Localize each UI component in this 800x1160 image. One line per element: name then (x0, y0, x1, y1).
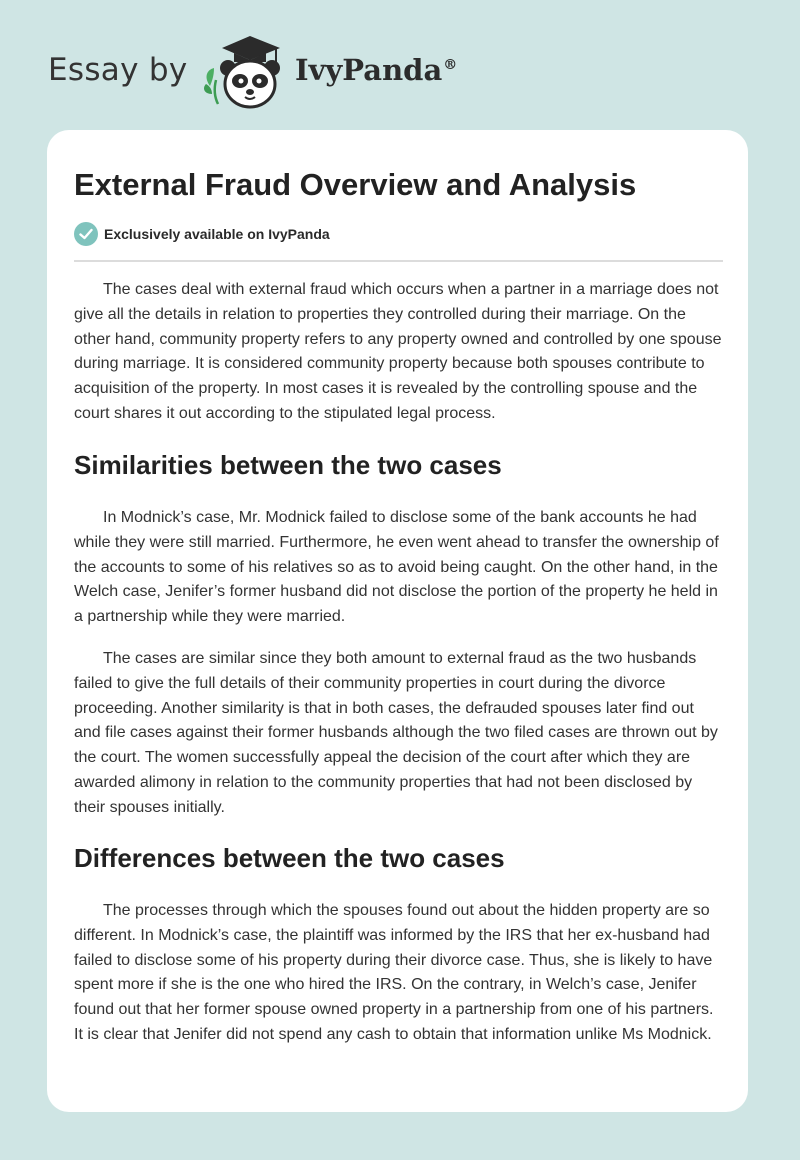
differences-paragraph-1: The processes through which the spouses found out about the hidden property are so different. In Modnick’s case, the plaintiff was informed by the IRS that her ex-husband had failed to disclose some of his property during their divorce case. Thus, she is likely to have spent more if she is the one who hired the IRS. On the contrary, in Welch’s case, Jenifer found out that her former spouse owned property in a partnership from one of his partners. It is clear that Jenifer did not spend any cash to obtain that information unlike Ms Modnick. (74, 902, 714, 1043)
brand-name: IvyPanda® (295, 53, 458, 87)
section-heading-similarities: Similarities between the two cases (74, 450, 502, 480)
article-card (47, 130, 748, 1112)
similarities-paragraph-2: The cases are similar since they both amount to external fraud as the two husbands failed to give the full details of their community properties in court during the divorce proceeding. Another similarity is that in both cases, the defrauded spouses later find out and file cases against their former husbands although the two filed cases are thrown out by the court. The women successfully appeal the decision of the court after which they are awarded alimony in relation to the community properties that had not been disclosed by their spouses initially. (74, 650, 718, 816)
exclusive-badge-text: Exclusively available on IvyPanda (104, 226, 330, 242)
check-icon (74, 222, 98, 246)
divider (74, 260, 723, 262)
similarities-paragraph-1: In Modnick’s case, Mr. Modnick failed to disclose some of the bank accounts he had while they were still married. Furthermore, he even went ahead to transfer the ownership of the accounts to some of his relatives so as to avoid being caught. On the other hand, in the Welch case, Jenifer’s former husband did not disclose the portion of the property he held in a partnership while they were married. (74, 509, 719, 626)
exclusive-badge (74, 222, 330, 246)
intro-paragraph: The cases deal with external fraud which occurs when a partner in a marriage does not give all the details in relation to properties they controlled during their marriage. On the other hand, community property refers to any property owned and controlled by one spouse during marriage. It is considered community property because both spouses contribute to acquisition of the property. In most cases it is revealed by the controlling spouse and the court shares it out according to the stipulated legal process. (74, 281, 722, 422)
brand-header (48, 34, 528, 110)
brand-prefix: Essay by (48, 52, 188, 88)
article-title: External Fraud Overview and Analysis (74, 167, 637, 202)
section-heading-differences: Differences between the two cases (74, 843, 505, 873)
panda-logo-icon (200, 34, 292, 110)
registered-mark: ® (443, 57, 458, 74)
